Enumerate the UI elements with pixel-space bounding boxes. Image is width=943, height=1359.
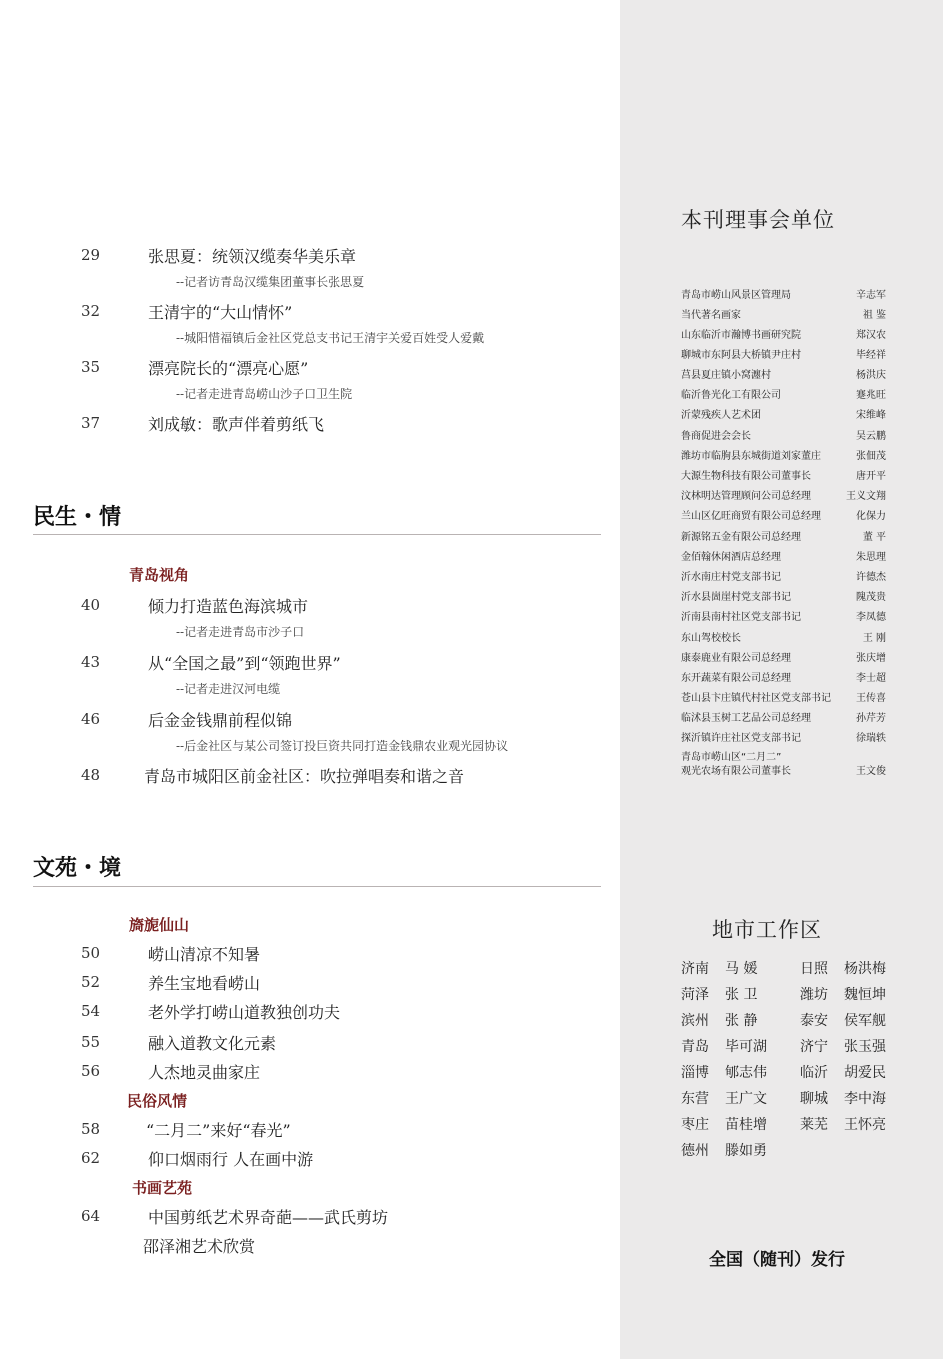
council-name: 宋维峰 [856,410,886,421]
work-area-city: 德州 [681,1143,709,1159]
toc-entry-title[interactable]: 张思夏：统领汉缆奏华美乐章 [148,247,357,266]
council-name: 王文俊 [856,766,886,777]
toc-page-number: 29 [81,246,101,264]
toc-page-number: 32 [81,302,101,320]
work-area-contact: 滕如勇 [725,1143,767,1159]
council-org: 聊城市东阿县大桥镇尹庄村 [681,350,801,361]
toc-entry-title[interactable]: 从“全国之最”到“领跑世界” [148,654,341,673]
toc-entry-title[interactable]: 邵泽湘艺术欣赏 [143,1237,256,1256]
toc-entry-title[interactable]: 后金金钱鼎前程似锦 [148,711,293,730]
toc-entry-subtitle: --记者走进汉河电缆 [176,682,281,696]
council-name: 王义文翔 [846,491,886,502]
council-org: 兰山区亿旺商贸有限公司总经理 [681,511,821,522]
work-area-city: 莱芜 [800,1117,828,1133]
toc-entry-title[interactable]: 老外学打崂山道教独创功夫 [148,1003,341,1022]
toc-page-number: 50 [81,944,101,962]
work-area-city: 泰安 [800,1013,828,1029]
sub-heading-yini: 旖旎仙山 [129,916,190,934]
toc-entry-title[interactable]: 倾力打造蓝色海滨城市 [148,597,309,616]
toc-entry-title[interactable]: 仰口烟雨行 人在画中游 [148,1150,314,1169]
work-area-city: 日照 [800,961,828,977]
council-name: 辛志军 [856,290,886,301]
work-area-city: 枣庄 [681,1117,709,1133]
toc-page-number: 62 [81,1149,101,1167]
council-org: 沂水南庄村党支部书记 [681,572,781,583]
toc-page-number: 43 [81,653,101,671]
section-heading-minsheng: 民生・情 [33,505,122,530]
council-org: 临沭县玉树工艺品公司总经理 [681,713,811,724]
toc-entry-title[interactable]: 崂山清凉不知暑 [148,945,261,964]
council-org: 大源生物科技有限公司董事长 [681,471,811,482]
toc-entry-title[interactable]: 人杰地灵曲家庄 [148,1063,261,1082]
council-org: 沂水县崮崖村党支部书记 [681,592,791,603]
work-area-heading: 地市工作区 [712,918,822,942]
council-org-line2: 观光农场有限公司董事长 [681,766,791,777]
sub-heading-minsu: 民俗风情 [127,1092,188,1110]
council-org: 东开蔬菜有限公司总经理 [681,673,791,684]
council-org: 青岛市崂山风景区管理局 [681,290,791,301]
council-name: 董 平 [862,532,886,543]
council-org: 临沂鲁光化工有限公司 [681,390,781,401]
council-name: 孙芹芳 [856,713,886,724]
council-name: 王传喜 [856,693,886,704]
toc-page-number: 40 [81,596,101,614]
section-divider [33,534,601,535]
council-name: 王 刚 [862,633,886,644]
council-name: 祖 鉴 [862,310,886,321]
council-name: 李士超 [856,673,886,684]
sub-heading-shuhua: 书画艺苑 [132,1179,193,1197]
work-area-city: 淄博 [681,1065,709,1081]
council-org: 探沂镇许庄社区党支部书记 [681,733,801,744]
toc-entry-title[interactable]: 青岛市城阳区前金社区：吹拉弹唱奏和谐之音 [144,767,465,786]
work-area-contact: 苗桂增 [725,1117,767,1133]
toc-entry-subtitle: --城阳惜福镇后金社区党总支书记王清宇关爱百姓受人爱戴 [176,331,485,345]
council-org: 潍坊市临朐县东城街道刘家董庄 [681,451,821,462]
council-heading: 本刊理事会单位 [681,208,835,232]
council-org: 沂南县南村社区党支部书记 [681,612,801,623]
toc-page-number: 37 [81,414,101,432]
council-name: 张庆增 [856,653,886,664]
council-name: 化保力 [856,511,886,522]
council-org: 当代著名画家 [681,310,741,321]
work-area-city: 东营 [681,1091,709,1107]
work-area-city: 青岛 [681,1039,709,1055]
sub-heading-qingdao: 青岛视角 [129,566,190,584]
council-name: 唐开平 [856,471,886,482]
toc-entry-title[interactable]: “二月二”来好“春光” [146,1121,291,1140]
toc-entry-subtitle: --后金社区与某公司签订投巨资共同打造金钱鼎农业观光园协议 [176,739,509,753]
council-name: 毕经祥 [856,350,886,361]
work-area-city: 济南 [681,961,709,977]
work-area-contact: 杨洪梅 [844,961,886,977]
council-name: 许德杰 [856,572,886,583]
council-org-line1: 青岛市崂山区“二月二” [681,752,782,763]
council-name: 徐瑞轶 [856,733,886,744]
toc-entry-title[interactable]: 融入道教文化元素 [148,1034,277,1053]
council-org: 东山驾校校长 [681,633,741,644]
council-org: 汶林明达管理顾问公司总经理 [681,491,811,502]
distribution-note: 全国（随刊）发行 [709,1250,845,1270]
toc-page-number: 58 [81,1120,101,1138]
council-org: 山东临沂市瀚博书画研究院 [681,330,801,341]
toc-entry-subtitle: --记者走进青岛崂山沙子口卫生院 [176,387,353,401]
council-org: 莒县夏庄镇小窝瀍村 [681,370,771,381]
council-org: 康泰鹿业有限公司总经理 [681,653,791,664]
toc-page-number: 56 [81,1062,101,1080]
work-area-contact: 王广文 [725,1091,767,1107]
work-area-contact: 张 卫 [725,987,758,1003]
section-divider [33,886,601,887]
council-name: 李凤德 [856,612,886,623]
work-area-contact: 毕可湖 [725,1039,767,1055]
toc-entry-title[interactable]: 养生宝地看崂山 [148,974,261,993]
council-name: 蹇兆旺 [856,390,886,401]
work-area-contact: 胡爱民 [844,1065,886,1081]
council-name: 张佃茂 [856,451,886,462]
toc-page-number: 55 [81,1033,101,1051]
work-area-contact: 魏恒坤 [844,987,886,1003]
work-area-contact: 郇志伟 [725,1065,767,1081]
work-area-city: 菏泽 [681,987,709,1003]
work-area-contact: 张玉强 [844,1039,886,1055]
council-name: 朱思理 [856,552,886,563]
toc-entry-title[interactable]: 漂亮院长的“漂亮心愿” [148,359,309,378]
work-area-city: 滨州 [681,1013,709,1029]
work-area-contact: 王怀亮 [844,1117,886,1133]
toc-entry-title[interactable]: 中国剪纸艺术界奇葩——武氏剪坊 [148,1208,389,1227]
toc-entry-title[interactable]: 王清宇的“大山情怀” [148,303,293,322]
council-org: 沂蒙残疾人艺术团 [681,410,761,421]
work-area-city: 聊城 [800,1091,828,1107]
toc-page-number: 48 [81,766,101,784]
toc-page-number: 64 [81,1207,101,1225]
work-area-city: 潍坊 [800,987,828,1003]
council-org: 鲁商促进会会长 [681,431,751,442]
council-org: 苍山县卞庄镇代村社区党支部书记 [681,693,831,704]
toc-page-number: 46 [81,710,101,728]
council-member [681,748,886,778]
work-area-city: 临沂 [800,1065,828,1081]
council-org: 金佰翰休闲酒店总经理 [681,552,781,563]
toc-page-number: 35 [81,358,101,376]
work-area-contact: 李中海 [844,1091,886,1107]
work-area-city: 济宁 [800,1039,828,1055]
council-name: 杨洪庆 [856,370,886,381]
toc-entry-subtitle: --记者走进青岛市沙子口 [176,625,305,639]
work-area-contact: 侯军舰 [844,1013,886,1029]
toc-entry-subtitle: --记者访青岛汉缆集团董事长张思夏 [176,275,365,289]
council-name: 隗茂贵 [856,592,886,603]
council-name: 郑汉农 [856,330,886,341]
council-name: 吴云鹏 [856,431,886,442]
toc-page-number: 52 [81,973,101,991]
section-heading-wenyuan: 文苑・境 [33,856,122,881]
work-area-contact: 马 媛 [725,961,758,977]
work-area-contact: 张 静 [725,1013,758,1029]
toc-page-number: 54 [81,1002,101,1020]
toc-entry-title[interactable]: 刘成敏：歌声伴着剪纸飞 [148,415,325,434]
council-org: 新源铭五金有限公司总经理 [681,532,801,543]
